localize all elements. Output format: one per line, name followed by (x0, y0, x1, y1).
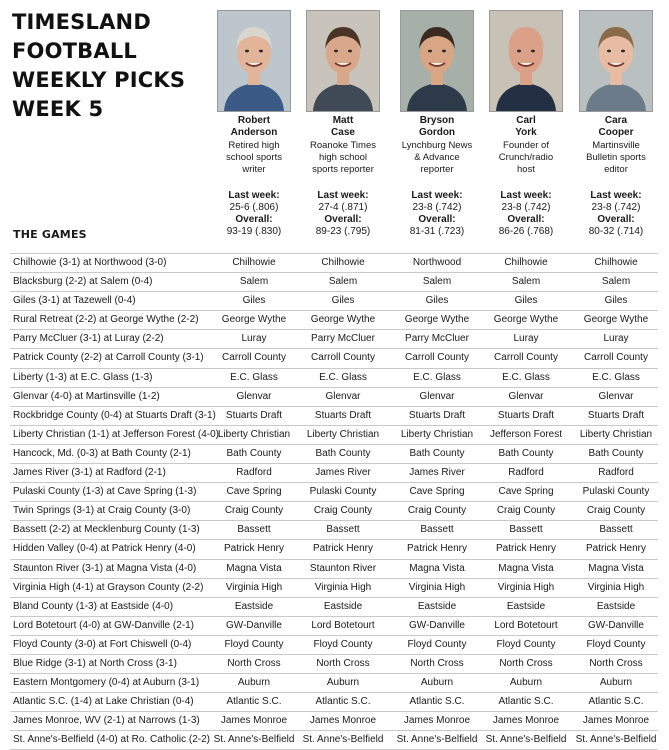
overall-record: 93-19 (.830) (226, 226, 282, 237)
pick-cell: Magna Vista (409, 562, 465, 574)
portrait-young-man (400, 10, 474, 112)
pick-cell: E.C. Glass (413, 371, 461, 383)
pick-cell: Staunton River (309, 562, 377, 574)
pick-cell: Carroll County (222, 352, 286, 364)
picker-record (392, 190, 482, 238)
pick-cell: James Monroe (220, 715, 288, 727)
pick-cell: Salem (422, 276, 452, 288)
pick-cell: Pulaski County (582, 486, 650, 498)
table-row (10, 501, 658, 520)
pick-cell: Stuarts Draft (408, 409, 466, 421)
pick-cell: Bath County (498, 447, 554, 459)
table-row (10, 692, 658, 711)
title-line: FOOTBALL (12, 39, 137, 63)
pick-cell: St. Anne's-Belfield (213, 734, 295, 746)
game-matchup: Floyd County (3-0) at Fort Chiswell (0-4) (13, 638, 192, 650)
pick-cell: George Wythe (221, 314, 287, 326)
pick-cell: Patrick Henry (585, 543, 646, 555)
table-row (10, 539, 658, 558)
picker-first-name: Carl (516, 115, 536, 126)
pick-cell: Bassett (509, 524, 543, 536)
pick-cell: Giles (514, 295, 538, 307)
overall-record: 86-26 (.768) (498, 226, 554, 237)
picker-last-name: Case (331, 127, 355, 138)
pick-cell: Northwood (412, 257, 462, 268)
table-row (10, 463, 658, 482)
picker-name (392, 115, 482, 139)
overall-label: Overall: (418, 214, 456, 225)
picker-role-line: Lynchburg News (401, 140, 473, 151)
last-week-record: 23-8 (.742) (591, 202, 641, 213)
pick-cell: Luray (603, 333, 629, 345)
pick-cell: James River (315, 467, 371, 479)
pick-cell: Radford (236, 467, 272, 479)
game-matchup: Hancock, Md. (0-3) at Bath County (2-1) (13, 447, 191, 459)
table-row (10, 291, 658, 310)
picker-role-line: Martinsville (592, 140, 640, 151)
pick-cell: Parry McCluer (311, 333, 375, 345)
pick-cell: Salem (239, 276, 269, 288)
table-row (10, 730, 658, 750)
pick-cell: Bassett (237, 524, 271, 536)
table-row (10, 406, 658, 425)
pick-cell: Patrick Henry (312, 543, 373, 555)
last-week-label: Last week: (500, 190, 552, 201)
pick-cell: Pulaski County (309, 486, 377, 498)
pick-cell: North Cross (589, 657, 643, 669)
picker-role-line: sports reporter (312, 164, 374, 175)
pick-cell: Virginia High (314, 581, 372, 593)
pick-cell: Stuarts Draft (225, 409, 283, 421)
title-line: WEEKLY PICKS (12, 68, 186, 92)
pick-cell: Virginia High (225, 581, 283, 593)
pick-cell: Bassett (326, 524, 360, 536)
picker-record (571, 190, 661, 238)
game-matchup: James River (3-1) at Radford (2-1) (13, 467, 166, 479)
pick-cell: James River (409, 467, 465, 479)
pick-cell: Luray (241, 333, 267, 345)
picks-table (10, 253, 658, 750)
picker-role-line: Retired high (228, 140, 280, 151)
game-matchup: St. Anne's-Belfield (4-0) at Ro. Catholic (2-2) (13, 734, 210, 746)
last-week-label: Last week: (590, 190, 642, 201)
pick-cell: Floyd County (586, 638, 646, 650)
pick-cell: North Cross (316, 657, 370, 669)
pick-cell: George Wythe (493, 314, 559, 326)
pick-cell: Bath County (315, 447, 371, 459)
picker-first-name: Matt (332, 115, 354, 126)
table-row (10, 310, 658, 329)
picker-role-line: Founder of (503, 140, 549, 151)
pick-cell: Glenvar (419, 390, 455, 402)
pick-cell: North Cross (499, 657, 553, 669)
pick-cell: Glenvar (508, 390, 544, 402)
pick-cell: Auburn (420, 677, 454, 689)
picker-role (571, 140, 661, 176)
pick-cell: Lord Botetourt (494, 619, 558, 631)
pick-cell: E.C. Glass (319, 371, 367, 383)
pick-cell: Chilhowie (232, 257, 276, 268)
pick-cell: Salem (328, 276, 358, 288)
pick-cell: Atlantic S.C. (409, 696, 465, 708)
pick-cell: GW-Danville (588, 619, 644, 631)
game-matchup: Patrick County (2-2) at Carroll County (3-1) (13, 352, 204, 364)
table-row (10, 482, 658, 501)
pick-cell: Eastside (506, 600, 546, 612)
pick-cell: North Cross (227, 657, 281, 669)
pick-cell: St. Anne's-Belfield (302, 734, 384, 746)
picker-role-line: reporter (420, 164, 454, 175)
picker-role-line: school sports (226, 152, 282, 163)
pick-cell: Stuarts Draft (587, 409, 645, 421)
pick-cell: Atlantic S.C. (588, 696, 644, 708)
pick-cell: Salem (511, 276, 541, 288)
pick-cell: E.C. Glass (230, 371, 278, 383)
pick-cell: Craig County (224, 505, 284, 517)
pick-cell: Giles (604, 295, 628, 307)
overall-record: 80-32 (.714) (588, 226, 644, 237)
pick-cell: Patrick Henry (495, 543, 556, 555)
pick-cell: Bath County (409, 447, 465, 459)
table-row (10, 329, 658, 348)
pick-cell: Floyd County (313, 638, 373, 650)
pick-cell: Lord Botetourt (311, 619, 375, 631)
game-matchup: Hidden Valley (0-4) at Patrick Henry (4-0) (13, 543, 196, 555)
pick-cell: Floyd County (496, 638, 556, 650)
picker-role (392, 140, 482, 176)
picker-name (209, 115, 299, 139)
pick-cell: Auburn (509, 677, 543, 689)
picker-role-line: editor (604, 164, 628, 175)
pick-cell: James Monroe (582, 715, 650, 727)
pick-cell: Floyd County (224, 638, 284, 650)
pick-cell: Liberty Christian (579, 428, 653, 440)
picker-record (209, 190, 299, 238)
table-row (10, 272, 658, 291)
last-week-label: Last week: (411, 190, 463, 201)
pick-cell: Bassett (599, 524, 633, 536)
game-matchup: Parry McCluer (3-1) at Luray (2-2) (13, 333, 164, 345)
overall-label: Overall: (235, 214, 273, 225)
pick-cell: Glenvar (598, 390, 634, 402)
pick-cell: Luray (513, 333, 539, 345)
pick-cell: GW-Danville (226, 619, 282, 631)
last-week-record: 23-8 (.742) (412, 202, 462, 213)
game-matchup: Pulaski County (1-3) at Cave Spring (1-3) (13, 486, 197, 498)
pick-cell: Eastside (234, 600, 274, 612)
picker-name (571, 115, 661, 139)
pick-cell: Liberty Christian (217, 428, 291, 440)
pick-cell: Patrick Henry (223, 543, 284, 555)
pick-cell: Radford (508, 467, 544, 479)
pick-cell: Liberty Christian (400, 428, 474, 440)
table-row (10, 711, 658, 730)
pick-cell: Magna Vista (588, 562, 644, 574)
pick-cell: Virginia High (587, 581, 645, 593)
picker-last-name: Gordon (418, 127, 456, 138)
table-row (10, 559, 658, 578)
pick-cell: St. Anne's-Belfield (485, 734, 567, 746)
overall-record: 89-23 (.795) (315, 226, 371, 237)
pick-cell: St. Anne's-Belfield (575, 734, 657, 746)
title-line: TIMESLAND (12, 10, 151, 34)
pick-cell: Atlantic S.C. (226, 696, 282, 708)
game-matchup: Bassett (2-2) at Mecklenburg County (1-3) (13, 524, 200, 536)
picker-last-name: York (515, 127, 537, 138)
pick-cell: James Monroe (309, 715, 377, 727)
last-week-label: Last week: (228, 190, 280, 201)
pick-cell: Parry McCluer (405, 333, 469, 345)
pick-cell: Craig County (407, 505, 467, 517)
picker-role (209, 140, 299, 176)
picker-name (481, 115, 571, 139)
picker-role (481, 140, 571, 176)
table-row (10, 520, 658, 539)
pick-cell: Auburn (599, 677, 633, 689)
game-matchup: Glenvar (4-0) at Martinsville (1-2) (13, 390, 160, 402)
pick-cell: Jefferson Forest (489, 428, 563, 440)
table-row (10, 597, 658, 616)
portrait-bearded-man (306, 10, 380, 112)
picker-last-name: Cooper (598, 127, 634, 138)
pick-cell: Carroll County (494, 352, 558, 364)
pick-cell: Eastside (596, 600, 636, 612)
pick-cell: Carroll County (584, 352, 648, 364)
pick-cell: James Monroe (492, 715, 560, 727)
pick-cell: Virginia High (497, 581, 555, 593)
title-line: WEEK 5 (12, 97, 104, 121)
pick-cell: Chilhowie (594, 257, 638, 268)
game-matchup: Bland County (1-3) at Eastside (4-0) (13, 600, 174, 612)
pick-cell: North Cross (410, 657, 464, 669)
picker-role (298, 140, 388, 176)
picker-role-line: & Advance (414, 152, 460, 163)
table-row (10, 253, 658, 272)
table-row (10, 616, 658, 635)
game-matchup: Chilhowie (3-1) at Northwood (3-0) (13, 257, 167, 268)
portrait-woman (579, 10, 653, 112)
pick-cell: George Wythe (583, 314, 649, 326)
table-row (10, 387, 658, 406)
picker-role-line: Roanoke Times (309, 140, 376, 151)
game-matchup: Lord Botetourt (4-0) at GW-Danville (2-1) (13, 619, 194, 631)
game-matchup: Rural Retreat (2-2) at George Wythe (2-2) (13, 314, 199, 326)
pick-cell: Magna Vista (226, 562, 282, 574)
game-matchup: Twin Springs (3-1) at Craig County (3-0) (13, 505, 191, 517)
pick-cell: Cave Spring (498, 486, 554, 498)
picker-first-name: Cara (604, 115, 628, 126)
picker-last-name: Anderson (230, 127, 278, 138)
pick-cell: Magna Vista (498, 562, 554, 574)
pick-cell: Atlantic S.C. (498, 696, 554, 708)
picker-name (298, 115, 388, 139)
picker-record (298, 190, 388, 238)
game-matchup: Atlantic S.C. (1-4) at Lake Christian (0-4) (13, 696, 194, 708)
pick-cell: Patrick Henry (406, 543, 467, 555)
pick-cell: James Monroe (403, 715, 471, 727)
pick-cell: GW-Danville (409, 619, 465, 631)
pick-cell: Giles (242, 295, 266, 307)
pick-cell: Craig County (496, 505, 556, 517)
overall-label: Overall: (507, 214, 545, 225)
picker-first-name: Robert (237, 115, 271, 126)
picker-role-line: host (517, 164, 535, 175)
pick-cell: Bath County (226, 447, 282, 459)
table-row (10, 348, 658, 367)
pick-cell: Cave Spring (226, 486, 282, 498)
table-row (10, 635, 658, 654)
pick-cell: Bassett (420, 524, 454, 536)
pick-cell: Stuarts Draft (497, 409, 555, 421)
last-week-label: Last week: (317, 190, 369, 201)
picker-role-line: high school (318, 152, 368, 163)
pick-cell: Auburn (237, 677, 271, 689)
pick-cell: Cave Spring (409, 486, 465, 498)
pick-cell: St. Anne's-Belfield (396, 734, 478, 746)
pick-cell: Salem (601, 276, 631, 288)
game-matchup: James Monroe, WV (2-1) at Narrows (1-3) (13, 715, 200, 727)
portrait-gray-hair-man (217, 10, 291, 112)
picker-role-line: Bulletin sports (586, 152, 646, 163)
game-matchup: Staunton River (3-1) at Magna Vista (4-0) (13, 562, 197, 574)
game-matchup: Rockbridge County (0-4) at Stuarts Draft (3-1) (13, 409, 216, 421)
pick-cell: Glenvar (236, 390, 272, 402)
games-heading: THE GAMES (13, 228, 87, 241)
pick-cell: George Wythe (404, 314, 470, 326)
game-matchup: Virginia High (4-1) at Grayson County (2-2) (13, 581, 204, 593)
portrait-bald-man (489, 10, 563, 112)
pick-cell: Radford (598, 467, 634, 479)
page-title (12, 8, 212, 124)
pick-cell: Glenvar (325, 390, 361, 402)
table-row (10, 368, 658, 387)
pick-cell: Chilhowie (504, 257, 548, 268)
pick-cell: Floyd County (407, 638, 467, 650)
pick-cell: Carroll County (311, 352, 375, 364)
pick-cell: Virginia High (408, 581, 466, 593)
last-week-record: 27-4 (.871) (318, 202, 368, 213)
pick-cell: Liberty Christian (306, 428, 380, 440)
game-matchup: Blue Ridge (3-1) at North Cross (3-1) (13, 657, 177, 669)
pick-cell: Stuarts Draft (314, 409, 372, 421)
pick-cell: Craig County (313, 505, 373, 517)
game-matchup: Liberty Christian (1-1) at Jefferson Forest (4-0) (13, 428, 220, 440)
table-row (10, 425, 658, 444)
picker-record (481, 190, 571, 238)
pick-cell: Bath County (588, 447, 644, 459)
last-week-record: 23-8 (.742) (501, 202, 551, 213)
table-row (10, 654, 658, 673)
game-matchup: Blacksburg (2-2) at Salem (0-4) (13, 276, 153, 288)
pick-cell: George Wythe (310, 314, 376, 326)
pick-cell: Eastside (323, 600, 363, 612)
pick-cell: E.C. Glass (592, 371, 640, 383)
pick-cell: E.C. Glass (502, 371, 550, 383)
table-row (10, 444, 658, 463)
picker-first-name: Bryson (419, 115, 455, 126)
picker-role-line: writer (242, 164, 266, 175)
overall-label: Overall: (324, 214, 362, 225)
pick-cell: Carroll County (405, 352, 469, 364)
pick-cell: Atlantic S.C. (315, 696, 371, 708)
pick-cell: Giles (425, 295, 449, 307)
game-matchup: Giles (3-1) at Tazewell (0-4) (13, 295, 136, 307)
pick-cell: Eastside (417, 600, 457, 612)
game-matchup: Eastern Montgomery (0-4) at Auburn (3-1) (13, 677, 200, 689)
pick-cell: Giles (331, 295, 355, 307)
pick-cell: Craig County (586, 505, 646, 517)
last-week-record: 25-6 (.806) (229, 202, 279, 213)
pick-cell: Auburn (326, 677, 360, 689)
picker-role-line: Crunch/radio (498, 152, 554, 163)
overall-label: Overall: (597, 214, 635, 225)
pick-cell: Chilhowie (321, 257, 365, 268)
table-row (10, 578, 658, 597)
overall-record: 81-31 (.723) (409, 226, 465, 237)
table-row (10, 673, 658, 692)
game-matchup: Liberty (1-3) at E.C. Glass (1-3) (13, 371, 153, 383)
